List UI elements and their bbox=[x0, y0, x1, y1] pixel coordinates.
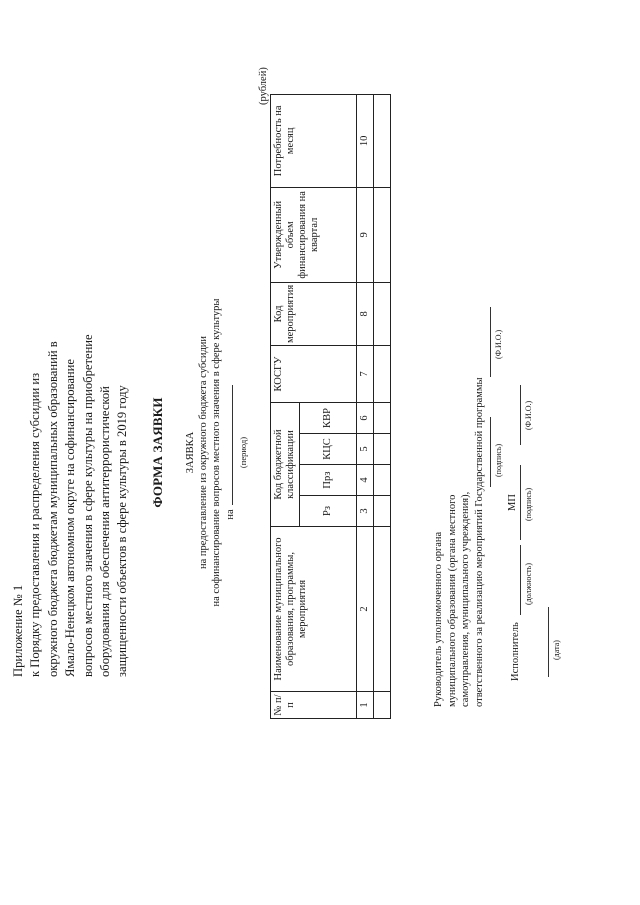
col-event-code: Код мероприятия bbox=[271, 282, 357, 345]
header-line: оборудования для обеспечения антитеррористической bbox=[98, 386, 113, 677]
form-title: ФОРМА ЗАЯВКИ bbox=[150, 397, 165, 508]
col-name: Наименование муниципального образования, программы, мероприятия bbox=[271, 527, 357, 692]
empty-cell[interactable] bbox=[374, 282, 391, 345]
empty-cell[interactable] bbox=[374, 465, 391, 496]
head-signature-line[interactable] bbox=[490, 417, 491, 487]
fio-caption: (Ф.И.О.) bbox=[524, 400, 533, 430]
empty-cell[interactable] bbox=[374, 403, 391, 434]
empty-cell[interactable] bbox=[374, 187, 391, 282]
col-index: 8 bbox=[357, 282, 374, 345]
head-fio-line[interactable] bbox=[490, 307, 491, 377]
executor-fio-line[interactable] bbox=[520, 385, 521, 445]
sub-col-kvr: КВР bbox=[300, 403, 357, 434]
col-index: 5 bbox=[357, 434, 374, 465]
column-numbers-row bbox=[357, 94, 374, 718]
executor-signature-line[interactable] bbox=[520, 465, 521, 540]
head-line: Руководитель уполномоченного органа bbox=[433, 531, 444, 707]
header-row bbox=[271, 94, 300, 718]
header-line: Приложение № 1 bbox=[11, 584, 25, 677]
fio-caption: (Ф.И.О.) bbox=[494, 329, 503, 359]
head-block bbox=[432, 377, 486, 707]
period-row bbox=[223, 0, 237, 905]
header-line: Ямало-Ненецком автономном округе на софинансирование bbox=[63, 359, 78, 677]
signature-caption: (подпись) bbox=[524, 487, 533, 521]
col-index: 9 bbox=[357, 187, 374, 282]
sub-col-prz: Прз bbox=[300, 465, 357, 496]
col-index: 6 bbox=[357, 403, 374, 434]
executor-label: Исполнитель bbox=[510, 622, 521, 681]
mp-label: МП bbox=[507, 494, 518, 511]
col-index: 10 bbox=[357, 94, 374, 187]
empty-cell[interactable] bbox=[374, 346, 391, 403]
col-need: Потребность на месяц bbox=[271, 94, 357, 187]
date-line[interactable] bbox=[548, 607, 549, 677]
header-line: к Порядку предоставления и распределения субсидии из bbox=[28, 372, 43, 677]
empty-cell[interactable] bbox=[374, 94, 391, 187]
header-line: окружного бюджета бюджетам муниципальных образований в bbox=[45, 341, 60, 677]
col-index: 7 bbox=[357, 346, 374, 403]
empty-cell[interactable] bbox=[374, 434, 391, 465]
empty-cell[interactable] bbox=[374, 496, 391, 527]
header-line: защищенности объектов в сфере культуры в 2019 году bbox=[115, 385, 130, 677]
unit-label: (рублей) bbox=[258, 67, 269, 105]
signature-caption: (подпись) bbox=[494, 443, 503, 477]
empty-row bbox=[374, 94, 391, 718]
sub-col-kcs: КЦС bbox=[300, 434, 357, 465]
col-approved: Утвержденный объем финансирования на квартал bbox=[271, 187, 357, 282]
request-block bbox=[184, 0, 250, 905]
col-index: 1 bbox=[357, 692, 374, 719]
col-index: 3 bbox=[357, 496, 374, 527]
col-budget-code: Код бюджетной классификации bbox=[271, 403, 300, 527]
executor-position-line[interactable] bbox=[520, 545, 521, 615]
col-index: 2 bbox=[357, 527, 374, 692]
position-caption: (должность) bbox=[524, 563, 533, 605]
date-caption: (дата) bbox=[552, 640, 561, 660]
head-line: ответственного за реализацию мероприятий Государственной программы bbox=[473, 377, 485, 707]
request-title: ЗАЯВКА bbox=[185, 431, 196, 474]
header-block bbox=[10, 0, 132, 677]
head-line: муниципального образования (органа местного bbox=[446, 494, 458, 707]
period-field[interactable] bbox=[223, 385, 233, 505]
empty-cell[interactable] bbox=[374, 692, 391, 719]
col-index: 4 bbox=[357, 465, 374, 496]
period-caption: (период) bbox=[238, 436, 248, 469]
subsidy-table bbox=[270, 94, 391, 719]
empty-cell[interactable] bbox=[374, 527, 391, 692]
request-line: на предоставление из окружного бюджета субсидии bbox=[198, 335, 209, 570]
on-label: на bbox=[225, 509, 236, 520]
header-line: вопросов местного значения в сфере культуры на приобретение bbox=[80, 334, 95, 677]
head-line: самоуправления, муниципального учреждения), bbox=[460, 491, 471, 707]
col-number: № п/п bbox=[271, 692, 357, 719]
col-kosgu: КОСГУ bbox=[271, 346, 357, 403]
sub-col-rz: Рз bbox=[300, 496, 357, 527]
request-line: на софинансирование вопросов местного значения в сфере культуры bbox=[211, 298, 222, 607]
